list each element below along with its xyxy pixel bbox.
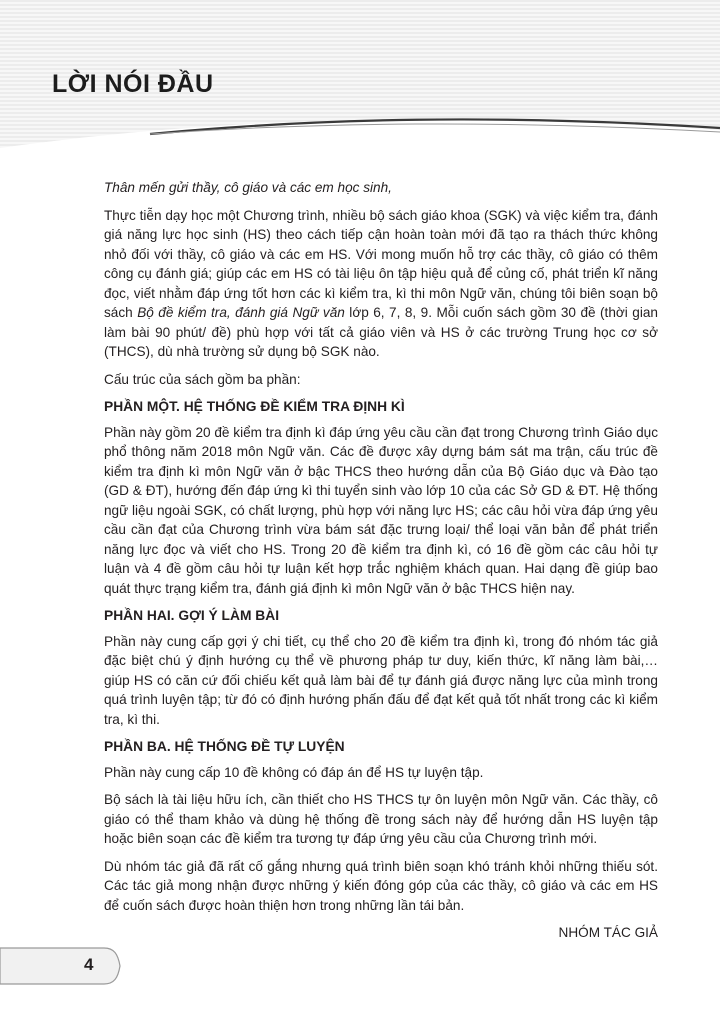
intro-text-start: Thực tiễn dạy học một Chương trình, nhiều bộ sách giáo khoa (SGK) và việc kiểm tra, đánh giá năng lực học sinh (HS) theo cách tiếp cận hoàn toàn mới đã tạo ra thách thức không nhỏ đối với thầy, cô giáo và các em HS. Với mong muốn hỗ trợ các thầy, cô giáo có thêm công cụ đánh giá; giúp các em HS có tài liệu ôn tập hiệu quả để củng cố, phát triển kĩ năng đọc, viết nhằm đáp ứng tốt hơn các kì kiểm tra, kì thi môn Ngữ văn, chúng tôi biên soạn bộ sách bbox=[104, 207, 658, 320]
page-number-tab bbox=[0, 946, 130, 986]
page-title: LỜI NÓI ĐẦU bbox=[52, 70, 214, 98]
greeting: Thân mến gửi thầy, cô giáo và các em học sinh, bbox=[104, 180, 392, 195]
page-number: 4 bbox=[84, 955, 94, 974]
closing-paragraph-2: Dù nhóm tác giả đã rất cố gắng nhưng quá trình biên soạn khó tránh khỏi những thiếu sót. Các tác giả mong nhận được những ý kiến đóng góp của các thầy, cô giáo và các em HS để cuốn sách được hoàn thiện hơn trong những lần tái bản. bbox=[104, 858, 658, 913]
structure-intro: Cấu trúc của sách gồm ba phần: bbox=[104, 371, 301, 387]
preface-body bbox=[104, 178, 658, 943]
closing-paragraph-1: Bộ sách là tài liệu hữu ích, cần thiết cho HS THCS tự ôn luyện môn Ngữ văn. Các thầy, cô giáo có thể tham khảo và dùng hệ thống đề trong sách này để hướng dẫn HS luyện tập hoặc biên soạn các đề kiểm tra tương tự đáp ứng yêu cầu của Chương trình mới. bbox=[104, 792, 658, 846]
section-heading-3: PHẦN BA. HỆ THỐNG ĐỀ TỰ LUYỆN bbox=[104, 739, 345, 754]
section-text-1: Phần này gồm 20 đề kiểm tra định kì đáp ứng yêu cầu cần đạt trong Chương trình Giáo dục phổ thông năm 2018 môn Ngữ văn. Các đề được xây dựng bám sát ma trận, cấu trúc đề kiểm tra định kì môn Ngữ văn ở bậc THCS theo hướng dẫn của Bộ Giáo dục và Đào tạo (GD & ĐT), hướng đến đáp ứng kì thi tuyển sinh vào lớp 10 của các Sở GD & ĐT. Hệ thống ngữ liệu ngoài SGK, có chất lượng, phù hợp với năng lực HS; các câu hỏi vừa đáp ứng yêu cầu cần đạt của Chương trình vừa bám sát đặc trưng loại/ thể loại văn bản để phát triển năng lực đọc và viết cho HS. Trong 20 đề kiểm tra định kì, có 16 đề gồm các câu hỏi tự luận và 4 đề gồm câu hỏi tự luận kết hợp trắc nghiệm khách quan. Hai dạng đề giúp bao quát thực trạng kiểm tra, đánh giá định kì môn Ngữ văn ở bậc THCS hiện nay. bbox=[104, 424, 658, 596]
section-text-2: Phần này cung cấp gợi ý chi tiết, cụ thể cho 20 đề kiểm tra định kì, trong đó nhóm tác giả đặc biệt chú ý định hướng cụ thể về phương pháp tư duy, kiến thức, kĩ năng làm bài,… giúp HS có căn cứ đối chiếu kết quả làm bài để tự đánh giá được năng lực của mình trong quá trình luyện tập; từ đó có định hướng phấn đấu để đạt kết quả tốt nhất trong các kì kiểm tra, kì thi. bbox=[104, 633, 658, 727]
section-text-3: Phần này cung cấp 10 đề không có đáp án để HS tự luyện tập. bbox=[104, 764, 484, 780]
intro-text-end: lớp 6, 7, 8, 9. Mỗi cuốn sách gồm 30 đề (thời gian làm bài 90 phút/ đề) phù hợp với tất cả giáo viên và HS ở các trường Trung học cơ sở (THCS), dù nhà trường sử dụng bộ SGK nào. bbox=[104, 305, 658, 359]
signature: NHÓM TÁC GIẢ bbox=[558, 925, 658, 940]
section-heading-1: PHẦN MỘT. HỆ THỐNG ĐỀ KIỂM TRA ĐỊNH KÌ bbox=[104, 399, 405, 414]
intro-paragraph bbox=[104, 206, 658, 362]
header-curve-decoration bbox=[0, 100, 720, 160]
section-heading-2: PHẦN HAI. GỢI Ý LÀM BÀI bbox=[104, 608, 280, 623]
book-title: Bộ đề kiểm tra, đánh giá Ngữ văn bbox=[137, 305, 345, 320]
